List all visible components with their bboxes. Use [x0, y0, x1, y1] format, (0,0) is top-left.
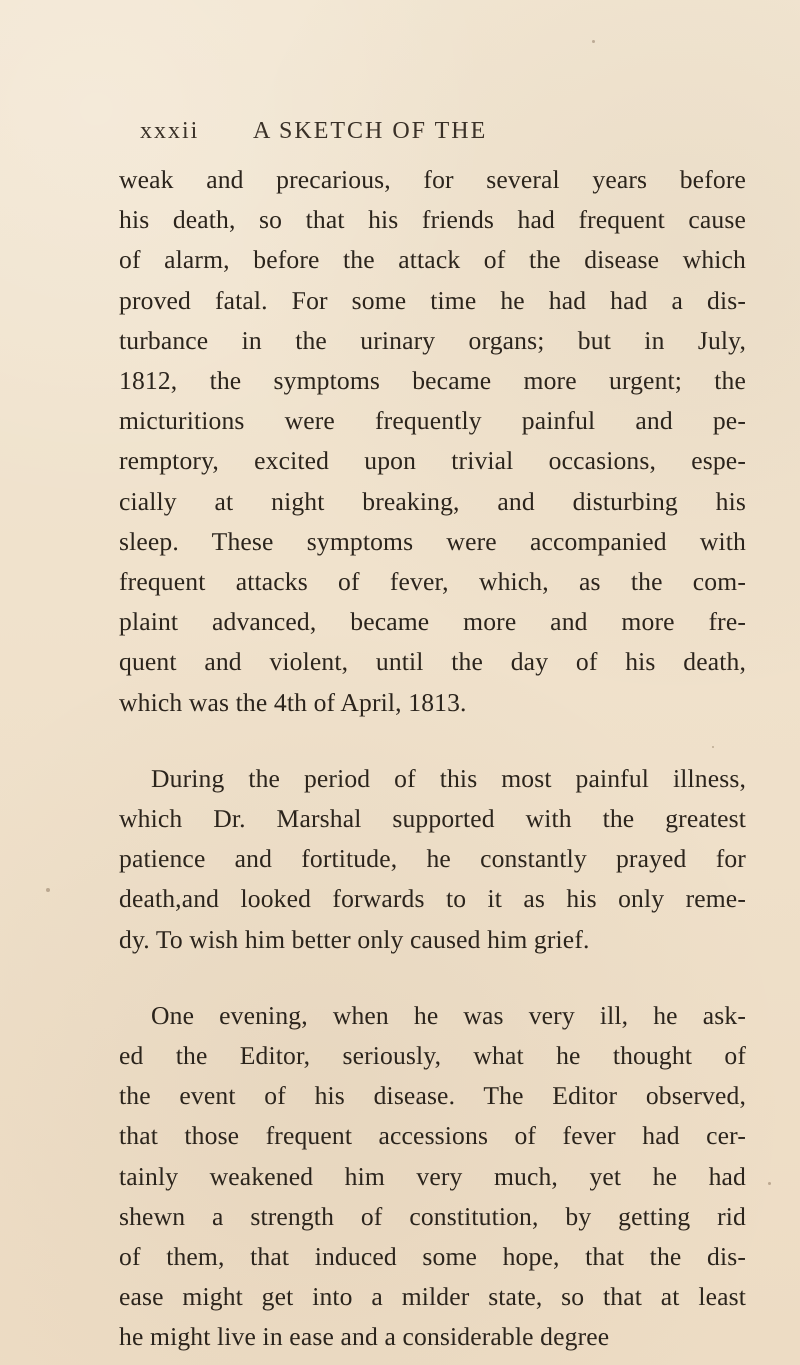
- text-line: of them, that induced some hope, that the dis-: [119, 1242, 746, 1272]
- text-line: death,and looked forwards to it as his only reme-: [119, 884, 746, 914]
- text-line: the event of his disease. The Editor observed,: [119, 1081, 746, 1111]
- paper-speck: [768, 1182, 771, 1185]
- text-line: proved fatal. For some time he had had a dis-: [119, 285, 746, 315]
- paper-speck: [46, 888, 50, 892]
- text-line: that those frequent accessions of fever had cer-: [119, 1121, 746, 1151]
- text-line: which Dr. Marshal supported with the greatest: [119, 804, 746, 834]
- text-line: sleep. These symptoms were accompanied with: [119, 526, 746, 556]
- text-line: patience and fortitude, he constantly prayed for: [119, 844, 746, 874]
- text-line: ease might get into a milder state, so that at least: [119, 1282, 746, 1312]
- text-line: micturitions were frequently painful and pe-: [119, 406, 746, 436]
- text-line: he might live in ease and a considerable degree: [119, 1322, 610, 1352]
- text-line: plaint advanced, became more and more fre-: [119, 607, 746, 637]
- text-line: his death, so that his friends had frequent cause: [119, 205, 746, 235]
- paper-speck: [592, 40, 595, 43]
- running-head: A SKETCH OF THE: [253, 118, 488, 144]
- text-line: which was the 4th of April, 1813.: [119, 687, 467, 717]
- text-line: frequent attacks of fever, which, as the com-: [119, 567, 746, 597]
- paragraph-2: [119, 759, 746, 960]
- body-text: [119, 160, 746, 1358]
- text-line: tainly weakened him very much, yet he had: [119, 1161, 746, 1191]
- text-line: One evening, when he was very ill, he ask-: [151, 1000, 746, 1030]
- page-number: xxxii: [140, 118, 200, 144]
- text-line: cially at night breaking, and disturbing his: [119, 486, 746, 516]
- text-line: ed the Editor, seriously, what he thought of: [119, 1041, 746, 1071]
- paragraph-3: [119, 996, 746, 1358]
- text-line: shewn a strength of constitution, by getting rid: [119, 1201, 746, 1231]
- text-line: dy. To wish him better only caused him grief.: [119, 924, 590, 954]
- text-line: 1812, the symptoms became more urgent; the: [119, 366, 746, 396]
- text-line: turbance in the urinary organs; but in July,: [119, 325, 746, 355]
- paragraph-1: [119, 160, 746, 723]
- text-line: During the period of this most painful illness,: [151, 763, 746, 793]
- text-line: of alarm, before the attack of the disease which: [119, 245, 746, 275]
- page-header: [140, 118, 740, 158]
- text-line: remptory, excited upon trivial occasions, espe-: [119, 446, 746, 476]
- text-line: weak and precarious, for several years before: [119, 165, 746, 194]
- text-line: quent and violent, until the day of his death,: [119, 647, 746, 677]
